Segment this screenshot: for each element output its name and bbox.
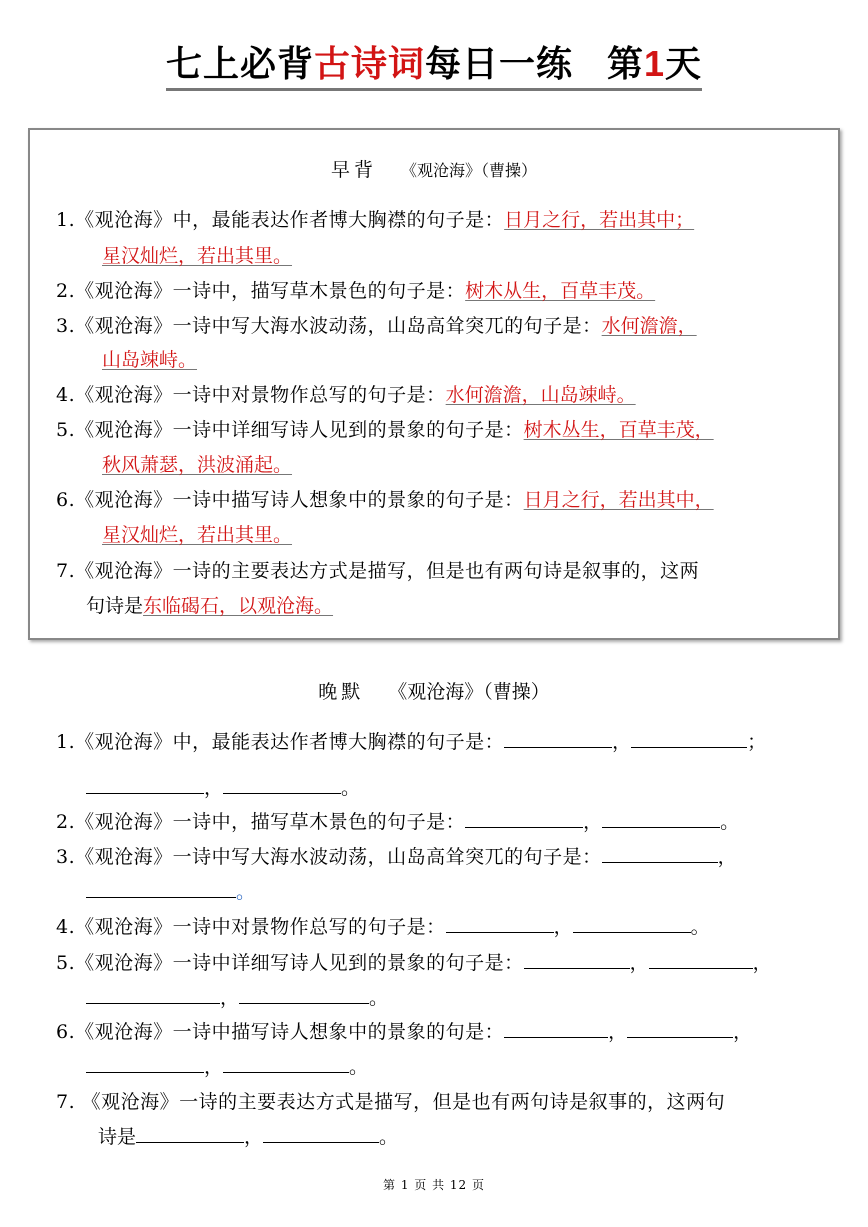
morning-heading	[0, 155, 868, 182]
question-text: 2.《观沧海》一诗中，描写草木景色的句子是：	[56, 811, 466, 833]
morning-item-5-cont	[102, 453, 292, 477]
question-text: 7. 《观沧海》一诗的主要表达方式是描写，但是也有两句诗是叙事的，这两句	[56, 1091, 726, 1113]
title-part4: 第	[606, 43, 644, 85]
punct: 。	[720, 811, 740, 833]
answer-blank[interactable]	[446, 915, 554, 933]
answer-blank[interactable]	[86, 1055, 204, 1073]
question-text: 3.《观沧海》一诗中写大海水波动荡，山岛高耸突兀的句子是：	[56, 315, 602, 337]
question-text: 6.《观沧海》一诗中描写诗人想象中的景象的句子是：	[56, 489, 524, 511]
evening-poem: 《观沧海》（曹操）	[388, 681, 550, 703]
title-part3: 每日一练	[424, 43, 573, 85]
question-text: 2.《观沧海》一诗中，描写草木景色的句子是：	[56, 280, 466, 302]
answer-text: 树木丛生，百草丰茂，	[523, 419, 714, 441]
morning-item-3-cont	[102, 348, 197, 372]
evening-item-6-cont	[86, 1055, 368, 1079]
answer-blank[interactable]	[504, 1020, 608, 1038]
answer-blank[interactable]	[263, 1125, 379, 1143]
answer-blank[interactable]	[504, 730, 612, 748]
punct: ，	[204, 777, 224, 799]
question-text: 1.《观沧海》中，最能表达作者博大胸襟的句子是：	[56, 731, 505, 753]
punct: 。	[369, 987, 389, 1009]
page-footer: 第 1 页 共 12 页	[383, 1178, 485, 1192]
punct: ，	[244, 1126, 264, 1148]
answer-text: 水何澹澹，山岛竦峙。	[445, 384, 636, 406]
title-part5: 天	[665, 43, 703, 85]
answer-blank[interactable]	[631, 730, 747, 748]
answer-text: 秋风萧瑟，洪波涌起。	[102, 454, 293, 476]
answer-blank[interactable]	[86, 986, 220, 1004]
answer-blank[interactable]	[465, 810, 583, 828]
evening-item-4	[56, 915, 816, 939]
evening-item-3-cont	[86, 880, 255, 904]
page-title	[0, 42, 868, 91]
evening-item-5	[56, 951, 816, 975]
morning-item-1	[56, 208, 816, 232]
punct: 。	[349, 1056, 369, 1078]
evening-item-1	[56, 730, 816, 754]
punct: ，	[583, 811, 603, 833]
answer-text: 水何澹澹，	[601, 315, 697, 337]
answer-blank[interactable]	[573, 915, 691, 933]
title-day: 1	[644, 43, 666, 84]
punct: 。	[341, 777, 361, 799]
punct: ，	[612, 731, 632, 753]
morning-label: 早背	[330, 159, 377, 181]
question-text: 6.《观沧海》一诗中描写诗人想象中的景象的句是：	[56, 1021, 505, 1043]
answer-blank[interactable]	[223, 776, 341, 794]
answer-text: 星汉灿烂，若出其里。	[102, 524, 293, 546]
question-text: 7.《观沧海》一诗的主要表达方式是描写，但是也有两句诗是叙事的，这两	[56, 560, 700, 582]
answer-blank[interactable]	[649, 951, 753, 969]
punct: ；	[747, 731, 767, 753]
evening-item-3	[56, 845, 816, 869]
answer-blank[interactable]	[602, 810, 720, 828]
morning-item-7	[56, 559, 816, 583]
answer-blank[interactable]	[86, 880, 236, 898]
evening-item-7-cont	[98, 1125, 398, 1149]
morning-item-3	[56, 314, 816, 338]
morning-item-5	[56, 418, 816, 442]
answer-text: 星汉灿烂，若出其里。	[102, 245, 293, 267]
morning-item-2	[56, 279, 816, 303]
morning-item-4	[56, 383, 816, 407]
answer-blank[interactable]	[524, 951, 630, 969]
answer-blank[interactable]	[136, 1125, 244, 1143]
answer-blank[interactable]	[627, 1020, 733, 1038]
answer-text: 树木从生，百草丰茂。	[465, 280, 656, 302]
punct: ，	[629, 952, 649, 974]
morning-item-6-cont	[102, 523, 292, 547]
punct: ，	[733, 1021, 753, 1043]
evening-item-1-cont	[86, 776, 360, 800]
answer-blank[interactable]	[239, 986, 369, 1004]
question-text: 5.《观沧海》一诗中详细写诗人见到的景象的句子是：	[56, 419, 524, 441]
morning-item-6	[56, 488, 816, 512]
punct: ，	[752, 952, 772, 974]
answer-blank[interactable]	[86, 776, 204, 794]
evening-heading	[0, 677, 868, 704]
punct: ，	[608, 1021, 628, 1043]
answer-text: 东临碣石，以观沧海。	[143, 595, 334, 617]
punct: ，	[553, 916, 573, 938]
evening-item-2	[56, 810, 816, 834]
question-text: 诗是	[98, 1126, 137, 1148]
question-text: 5.《观沧海》一诗中详细写诗人见到的景象的句子是：	[56, 952, 524, 974]
punct: ，	[717, 846, 737, 868]
evening-item-7	[56, 1090, 816, 1114]
question-text: 3.《观沧海》一诗中写大海水波动荡，山岛高耸突兀的句子是：	[56, 846, 602, 868]
punct: 。	[236, 881, 256, 903]
evening-item-5-cont	[86, 986, 388, 1010]
punct: ，	[204, 1056, 224, 1078]
answer-blank[interactable]	[602, 845, 718, 863]
answer-text: 山岛竦峙。	[102, 349, 198, 371]
question-text: 4.《观沧海》一诗中对景物作总写的句子是：	[56, 384, 446, 406]
answer-text: 日月之行，若出其中；	[504, 209, 695, 231]
answer-blank[interactable]	[223, 1055, 349, 1073]
question-text: 4.《观沧海》一诗中对景物作总写的句子是：	[56, 916, 446, 938]
question-text: 1.《观沧海》中，最能表达作者博大胸襟的句子是：	[56, 209, 505, 231]
answer-text: 日月之行，若出其中，	[523, 489, 714, 511]
morning-item-1-cont	[102, 244, 292, 268]
morning-item-7-cont	[86, 594, 333, 618]
question-text: 句诗是	[86, 595, 144, 617]
evening-label: 晚默	[318, 681, 365, 703]
title-highlight: 古诗词	[313, 43, 425, 85]
punct: 。	[379, 1126, 399, 1148]
punct: 。	[690, 916, 710, 938]
title-part1: 七上必背	[165, 43, 314, 85]
punct: ，	[220, 987, 240, 1009]
morning-poem: 《观沧海》（曹操）	[401, 161, 538, 180]
evening-item-6	[56, 1020, 816, 1044]
